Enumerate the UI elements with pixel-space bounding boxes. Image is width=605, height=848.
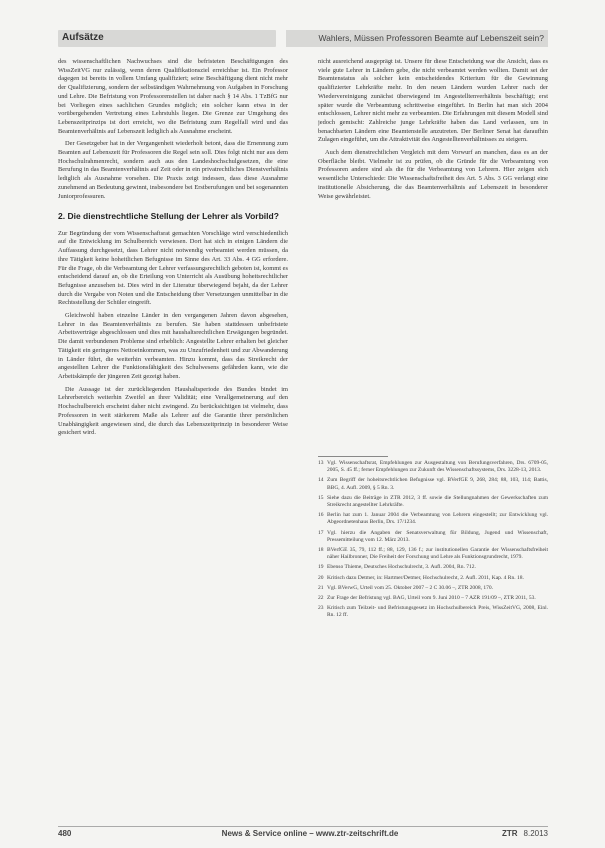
footnote-number: 13 bbox=[318, 460, 324, 466]
journal-name: ZTR bbox=[501, 829, 518, 838]
footnote bbox=[318, 605, 548, 619]
footnote-rule bbox=[318, 456, 388, 457]
left-column bbox=[58, 58, 288, 814]
footnote-text: BVerfGE 35, 79, 112 ff.; 88, 129, 136 f.; zur institutionellen Garantie der Wissenschaftsfreiheit näher Hailbronner, Die Freiheit der Forschung und Lehre als Funktionsgrundrecht, 1979. bbox=[327, 547, 548, 561]
footnote-number: 19 bbox=[318, 564, 324, 571]
footnote-number: 22 bbox=[318, 595, 324, 602]
journal-issue bbox=[502, 829, 548, 838]
paragraph: nicht ausreichend ausgeprägt ist. Unsere für diese Entscheidung war die Ansicht, dass es viele gute Lehrer in Ländern gebe, die nicht verbeamtet werden wollten. Damit sei der Beamtenstatus als solcher kein entscheidendes Kriterium für die Gewinnung qualifizierter Lehrkräfte mehr. In den neuen Ländern wurden Lehrer nach der Wiedervereinigung zunächst überwiegend im Angestelltenverhältnis beschäftigt; erst später wurde die Verbeamtung schrittweise eingeführt. In Berlin hat man sich 2004 entschlossen, Lehrer nicht mehr zu verbeamten. Die Erfahrungen mit diesem Modell sind jedoch gemischt: Zahlreiche junge Lehrkräfte haben das Land verlassen, um in benachbarten Ländern eine Beamtenstelle anzutreten. Der Berliner Senat hat daraufhin Zulagen eingeführt, um die Attraktivität des Angestelltenverhältnisses zu steigern. bbox=[318, 58, 548, 144]
footnote-number: 17 bbox=[318, 529, 324, 536]
footnote-text: Vgl. hierzu die Angaben der Senatsverwaltung für Bildung, Jugend und Wissenschaft, Pressemitteilung vom 12. März 2013. bbox=[327, 529, 548, 543]
footnote bbox=[318, 495, 548, 509]
footnote bbox=[318, 547, 548, 561]
issue-number: 8.2013 bbox=[523, 829, 548, 838]
footnote-text: Vgl. Wissenschaftsrat, Empfehlungen zur Ausgestaltung von Berufungsverfahren, Drs. 6709-05, 2005, S. 45 ff.; ferner Empfehlungen zur Zukunft des Wissenschaftssystems, Drs. 3228-13, 2013. bbox=[327, 460, 548, 474]
footnote-number: 16 bbox=[318, 512, 324, 519]
footnote-number: 15 bbox=[318, 494, 324, 501]
paragraph: Der Gesetzgeber hat in der Vergangenheit wiederholt betont, dass die Ernennung zum Beamten auf Lebenszeit für Professoren die Regel sein soll. Dies folgt nicht nur aus dem Hochschulrahmenrecht, sondern auch aus den Landeshochschulgesetzen, die eine Berufung in das Beamtenverhältnis auf Zeit oder in ein privatrechtliches Dienstverhältnis lediglich als Ausnahme vorsehen. Die Praxis zeigt indessen, dass diese Ausnahme zunehmend an Bedeutung gewinnt, insbesondere bei Erstberufungen und bei sogenannten Juniorprofessuren. bbox=[58, 140, 288, 200]
footnote-number: 18 bbox=[318, 547, 324, 554]
footnote-text: Ebenso Thieme, Deutsches Hochschulrecht, 3. Aufl. 2004, Rn. 712. bbox=[327, 564, 476, 571]
footnote-text: Siehe dazu die Beiträge in ZTR 2012, 3 ff. sowie die Stellungnahmen der Gewerkschaften zum Streikrecht angestellter Lehrkräfte. bbox=[327, 494, 548, 509]
footer-link[interactable]: News & Service online – www.ztr-zeitschrift.de bbox=[221, 829, 399, 838]
footnote-text: Kritisch dazu Detmer, in: Hartmer/Detmer, Hochschulrecht, 2. Aufl. 2011, Kap. 4 Rn. 18. bbox=[327, 574, 524, 581]
paragraph: des wissenschaftlichen Nachwuchses sind die befristeten Beschäftigungen des WissZeitVG nur zulässig, wenn deren Qualifikationsziel erreichbar ist. Ein Professor dagegen ist bereits in vollem Umfang qualifiziert; seine Beschäftigung dient nicht mehr der Qualifizierung, sondern der selbständigen Wahrnehmung von Aufgaben in Forschung und Lehre. Die Befristung von Professorenstellen ist daher nach § 14 Abs. 1 TzBfG nur bei Vorliegen eines sachlichen Grundes möglich; ein solcher kann etwa in der vorübergehenden Vertretung eines Lehrstuhls liegen. Die Grenze zur Umgehung des Lebenszeitprinzips ist dort erreicht, wo die Befristung zum Regelfall wird und das Beamtenverhältnis auf Lebenszeit lediglich als Ausnahme erscheint. bbox=[58, 58, 288, 135]
section-label bbox=[58, 30, 276, 47]
footnote-number: 20 bbox=[318, 574, 324, 581]
section-heading: 2. Die dienstrechtliche Stellung der Lehrer als Vorbild? bbox=[58, 211, 279, 222]
footnote-text: Berlin hat zum 1. Januar 2004 die Verbeamtung von Lehrern eingestellt; zur Entwicklung vgl. Abgeordnetenhaus Berlin, Drs. 17/1234. bbox=[327, 512, 548, 526]
footnotes bbox=[318, 460, 548, 816]
footnote-number: 23 bbox=[318, 605, 324, 612]
running-title: Wahlers, Müssen Professoren Beamte auf Lebenszeit sein? bbox=[318, 33, 544, 43]
footnote bbox=[318, 564, 548, 571]
footnote bbox=[318, 512, 548, 526]
footnote bbox=[318, 530, 548, 544]
paragraph: Auch dem dienstrechtlichen Vergleich mit dem Vorwurf an manchen, dass es an der Oberfläche bleibt. Vielmehr ist zu prüfen, ob die Gründe für die Verbeamtung von Professoren andere sind als die für die Verbeamtung von Lehrern. Hier zeigen sich wesentliche Unterschiede: Die Wissenschaftsfreiheit des Art. 5 Abs. 3 GG verlangt eine institutionelle Absicherung, die das Beamtenverhältnis auf Lebenszeit in besonderer Weise gewährleistet. bbox=[318, 149, 548, 200]
footnote-text: Zur Frage der Befristung vgl. BAG, Urteil vom 9. Juni 2010 – 7 AZR 191/09 –, ZTR 2011, 53. bbox=[327, 595, 536, 602]
footnote bbox=[318, 595, 548, 602]
running-header bbox=[286, 30, 548, 47]
section-label-text: Aufsätze bbox=[62, 32, 104, 43]
footnote-number: 14 bbox=[318, 477, 324, 484]
paragraph: Zur Begründung der vom Wissenschaftsrat gemachten Vorschläge wird verschiedentlich auf die Entwicklung im Schulbereich verwiesen. Dort hat sich in einigen Ländern die Auffassung durchgesetzt, dass Lehrer nicht notwendig verbeamtet werden müssen, da ihre Tätigkeit keine hoheitlichen Befugnisse im Sinne des Art. 33 Abs. 4 GG erfordere. Für die Frage, ob die Verbeamtung der Lehrer verfassungsrechtlich geboten ist, kommt es entscheidend darauf an, ob die Erteilung von Unterricht als Ausübung hoheitsrechtlicher Befugnisse anzusehen ist. Dies wird in der Literatur überwiegend bejaht, da der Lehrer durch die Vergabe von Noten und die Entscheidung über Versetzungen unmittelbar in die Rechtsstellung der Schüler eingreift. bbox=[58, 229, 288, 307]
paragraph: Die Aussage ist der zurückliegenden Haushaltsperiode des Bundes bindet im Lehrerbereich weiterhin Zweifel an ihrer Validität; eine Verallgemeinerung auf den Hochschulbereich erscheint daher nicht zwingend. Zu berücksichtigen ist vielmehr, dass Professoren in weit stärkerem Maße als Lehrer auf die Garantie ihrer persönlichen Unabhängigkeit angewiesen sind, die durch das Lebenszeitprinzip in besonderer Weise gesichert wird. bbox=[58, 385, 288, 437]
footnote bbox=[318, 460, 548, 474]
footnote-text: Zum Begriff der hoheitsrechtlichen Befugnisse vgl. BVerfGE 9, 268, 284; 88, 103, 114; Battis, BBG, 4. Aufl. 2009, § 5 Rn. 3. bbox=[327, 477, 548, 491]
footnote-text: Vgl. BVerwG, Urteil vom 25. Oktober 2007 – 2 C 30.06 –, ZTR 2008, 170. bbox=[327, 584, 494, 591]
paragraph: Gleichwohl haben einzelne Länder in den vergangenen Jahren davon abgesehen, Lehrer in das Beamtenverhältnis zu berufen. Sie haben stattdessen unbefristete Arbeitsverträge abgeschlossen und dies mit haushaltsrechtlichen Erwägungen begründet. Die damit verbundenen Probleme sind erheblich: Angestellte Lehrer erhalten bei gleicher Tätigkeit ein geringeres Nettoeinkommen, was zu Unzufriedenheit und zur Abwanderung in Länder führt, die weiterhin verbeamten. Hinzu kommt, dass das Streikrecht der angestellten Lehrer die Funktionsfähigkeit des Schulwesens gefährden kann, wie die Arbeitskämpfe der jüngeren Zeit gezeigt haben. bbox=[58, 312, 288, 380]
footnote bbox=[318, 585, 548, 592]
footer-rule bbox=[58, 826, 548, 827]
footnote-text: Kritisch zum Teilzeit- und Befristungsgesetz im Hochschulbereich Preis, WissZeitVG, 2008, Einl. Rn. 12 ff. bbox=[327, 605, 548, 619]
footnote bbox=[318, 575, 548, 582]
footnote-number: 21 bbox=[318, 584, 324, 591]
right-column bbox=[318, 58, 548, 438]
page-number: 480 bbox=[58, 829, 72, 838]
footnote bbox=[318, 477, 548, 491]
